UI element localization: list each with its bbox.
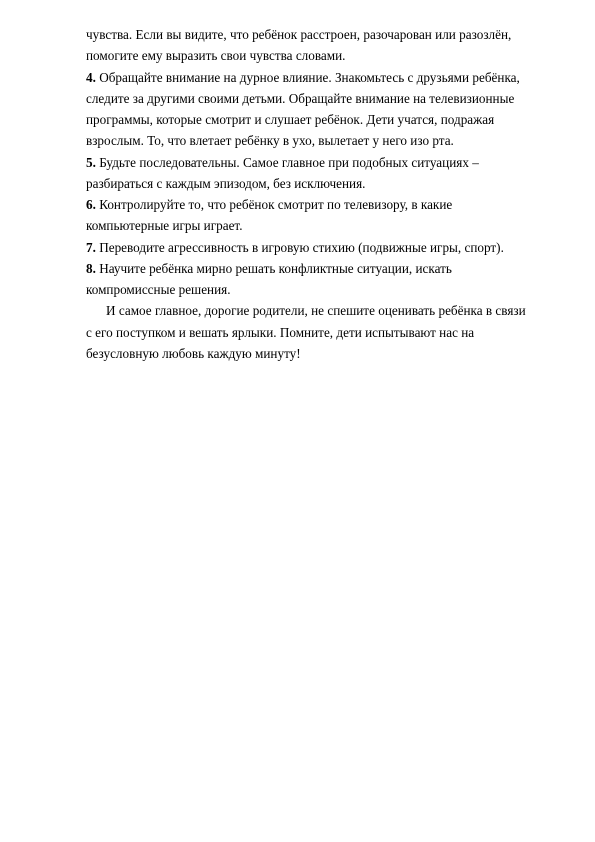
text-line: [86, 258, 546, 279]
line-text: компьютерные игры играет.: [86, 218, 243, 234]
item-number: 5.: [86, 154, 96, 170]
line-text: разбираться с каждым эпизодом, без исключения.: [86, 175, 366, 191]
line-text: Научите ребёнка мирно решать конфликтные ситуации, искать: [95, 260, 452, 276]
line-text: чувства. Если вы видите, что ребёнок расстроен, разочарован или разозлён,: [86, 27, 512, 42]
line-text: Переводите агрессивность в игровую стихию (подвижные игры, спорт).: [95, 239, 504, 255]
text-line: [86, 322, 546, 343]
line-text: следите за другими своими детьми. Обращайте внимание на телевизионные: [86, 90, 515, 106]
text-line: [86, 343, 546, 364]
text-line: [86, 279, 546, 300]
item-number: 8.: [86, 260, 96, 276]
line-text: помогите ему выразить свои чувства словами.: [86, 48, 346, 64]
item-number: 6.: [86, 197, 96, 212]
text-line: [86, 152, 546, 173]
line-text: с его поступком и вешать ярлыки. Помните, дети испытывают нас на: [86, 324, 475, 340]
text-line: [86, 215, 546, 236]
item-number: 4.: [86, 69, 96, 85]
text-line: [86, 300, 546, 321]
item-number: 7.: [86, 239, 96, 255]
line-text: Контролируйте то, что ребёнок смотрит по телевизору, в какие: [95, 197, 453, 212]
body-text: [86, 24, 546, 364]
text-line: [86, 194, 546, 215]
text-line: [86, 88, 546, 109]
text-line: [86, 173, 546, 194]
text-line: [86, 24, 546, 45]
line-text: безусловную любовь каждую минуту!: [86, 345, 301, 361]
line-text: И самое главное, дорогие родители, не спешите оценивать ребёнка в связи: [106, 303, 526, 319]
line-text: компромиссные решения.: [86, 282, 231, 297]
text-line: [86, 237, 546, 258]
text-line: [86, 45, 546, 66]
text-line: [86, 130, 546, 151]
line-text: Будьте последовательны. Самое главное при подобных ситуациях –: [95, 154, 479, 170]
line-text: Обращайте внимание на дурное влияние. Знакомьтесь с друзьями ребёнка,: [95, 69, 520, 85]
text-line: [86, 67, 546, 88]
line-text: программы, которые смотрит и слушает ребёнок. Дети учатся, подражая: [86, 112, 495, 127]
line-text: взрослым. То, что влетает ребёнку в ухо, вылетает у него изо рта.: [86, 133, 454, 149]
text-line: [86, 109, 546, 130]
